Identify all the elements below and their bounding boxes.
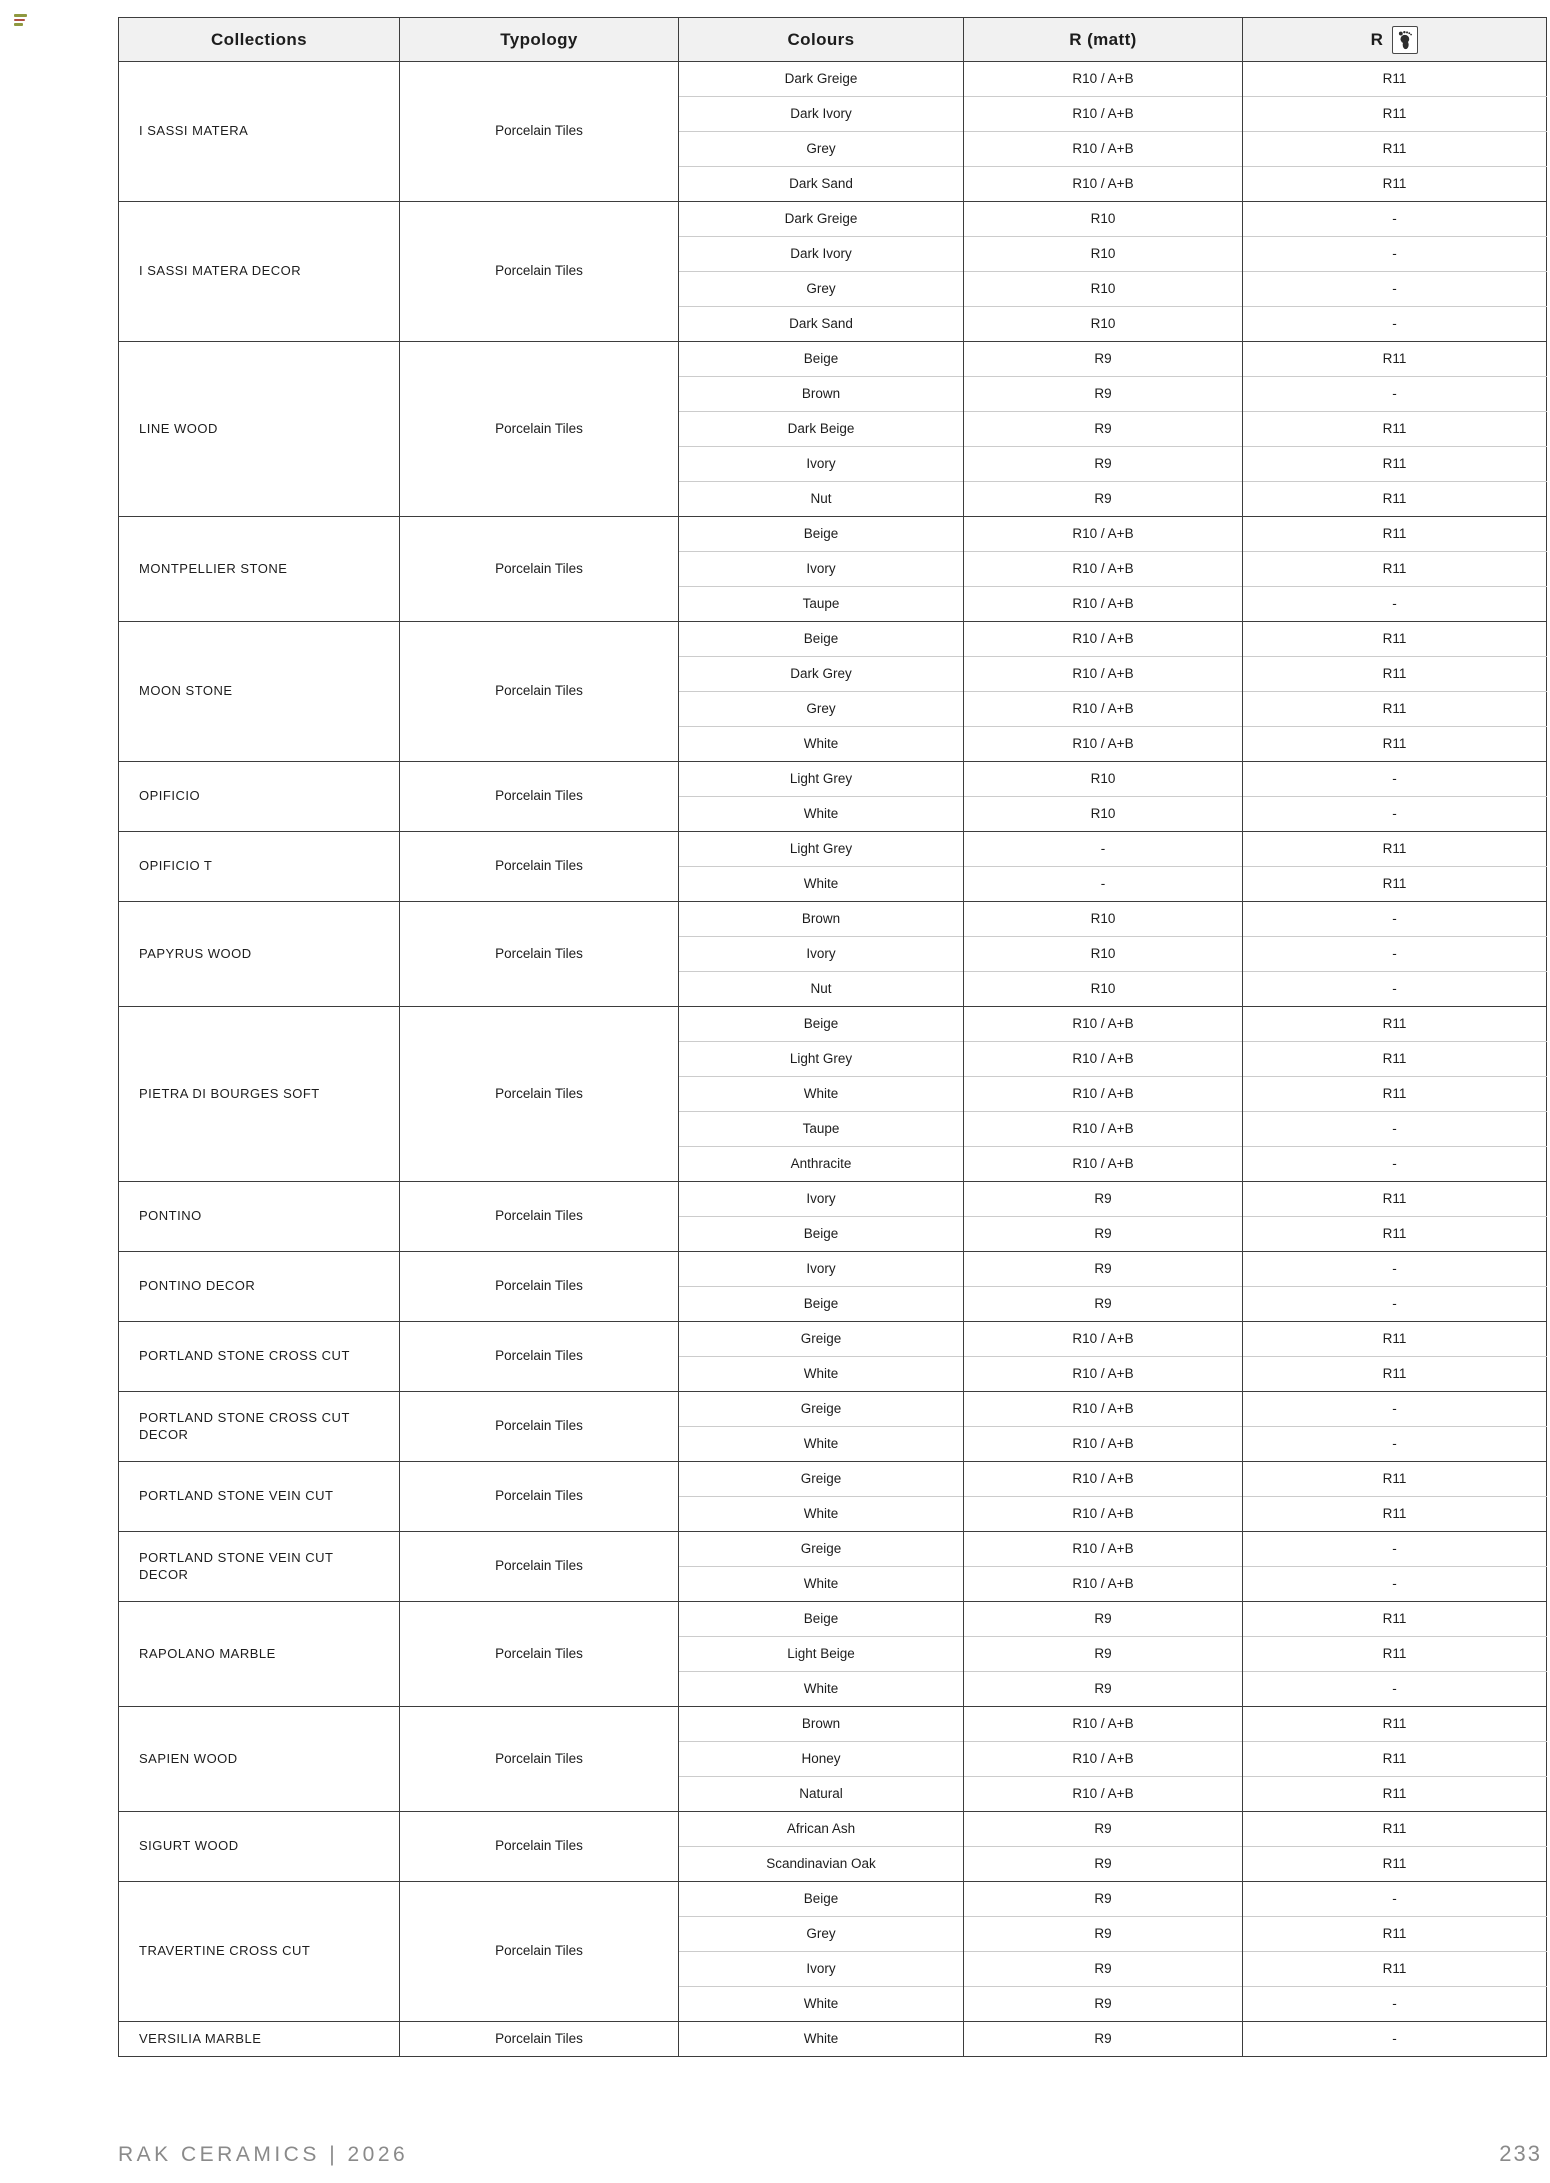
table-row (119, 832, 1547, 867)
r-structured-cell: R11 (1243, 867, 1547, 902)
r-structured-cell: R11 (1243, 832, 1547, 867)
colour-cell: Light Beige (679, 1637, 964, 1672)
r-matt-cell: R9 (964, 377, 1243, 412)
r-matt-cell: R10 (964, 202, 1243, 237)
colour-cell: Beige (679, 1217, 964, 1252)
colour-cell: White (679, 1987, 964, 2022)
colour-cell: Taupe (679, 1112, 964, 1147)
r-structured-cell: R11 (1243, 1847, 1547, 1882)
collection-typology: Porcelain Tiles (400, 1882, 679, 2022)
colour-cell: Dark Beige (679, 412, 964, 447)
slip-resistance-table (118, 17, 1547, 2057)
collection-name: RAPOLANO MARBLE (119, 1602, 400, 1707)
colour-cell: Ivory (679, 552, 964, 587)
colour-cell: Dark Ivory (679, 237, 964, 272)
collection-name: PORTLAND STONE CROSS CUT (119, 1322, 400, 1392)
r-structured-cell: R11 (1243, 1462, 1547, 1497)
r-matt-cell: R9 (964, 1287, 1243, 1322)
table-row (119, 1707, 1547, 1742)
r-structured-cell: - (1243, 762, 1547, 797)
collection-typology: Porcelain Tiles (400, 1322, 679, 1392)
r-structured-cell: - (1243, 307, 1547, 342)
collection-typology: Porcelain Tiles (400, 1707, 679, 1812)
table-row (119, 1252, 1547, 1287)
table-row (119, 1812, 1547, 1847)
r-structured-cell: - (1243, 972, 1547, 1007)
r-matt-cell: R9 (964, 1917, 1243, 1952)
r-structured-cell: R11 (1243, 1952, 1547, 1987)
r-matt-cell: R9 (964, 342, 1243, 377)
colour-cell: Dark Greige (679, 62, 964, 97)
slip-resistance-table-container (118, 17, 1547, 2057)
colour-cell: Ivory (679, 937, 964, 972)
colour-cell: Ivory (679, 1182, 964, 1217)
r-matt-cell: R10 / A+B (964, 552, 1243, 587)
r-structured-cell: - (1243, 1567, 1547, 1602)
r-structured-cell: R11 (1243, 1707, 1547, 1742)
r-structured-cell: R11 (1243, 412, 1547, 447)
colour-cell: Beige (679, 517, 964, 552)
colour-cell: Ivory (679, 447, 964, 482)
r-matt-cell: R10 / A+B (964, 167, 1243, 202)
r-structured-cell: - (1243, 202, 1547, 237)
r-matt-cell: R9 (964, 482, 1243, 517)
r-structured-cell: - (1243, 1987, 1547, 2022)
header-r-matt-label: R (matt) (1069, 29, 1137, 49)
colour-cell: Beige (679, 1882, 964, 1917)
r-structured-cell: - (1243, 902, 1547, 937)
r-structured-cell: R11 (1243, 132, 1547, 167)
collection-name: SIGURT WOOD (119, 1812, 400, 1882)
collection-name: VERSILIA MARBLE (119, 2022, 400, 2057)
colour-cell: Beige (679, 342, 964, 377)
table-header-row (119, 18, 1547, 62)
colour-cell: White (679, 1077, 964, 1112)
table-body (119, 62, 1547, 2057)
table-row (119, 1392, 1547, 1427)
collection-typology: Porcelain Tiles (400, 1532, 679, 1602)
collection-name: PAPYRUS WOOD (119, 902, 400, 1007)
table-row (119, 1532, 1547, 1567)
r-structured-cell: R11 (1243, 552, 1547, 587)
r-matt-cell: R10 (964, 902, 1243, 937)
r-structured-cell: R11 (1243, 342, 1547, 377)
r-matt-cell: R10 (964, 272, 1243, 307)
table-row (119, 202, 1547, 237)
r-structured-cell: - (1243, 1672, 1547, 1707)
table-row (119, 1882, 1547, 1917)
collection-typology: Porcelain Tiles (400, 1602, 679, 1707)
colour-cell: Dark Sand (679, 307, 964, 342)
r-structured-cell: - (1243, 797, 1547, 832)
table-row (119, 1007, 1547, 1042)
colour-cell: Ivory (679, 1952, 964, 1987)
header-typology-label: Typology (500, 29, 578, 49)
header-r-structured-label: R (1370, 29, 1384, 49)
collection-name: I SASSI MATERA (119, 62, 400, 202)
collection-typology: Porcelain Tiles (400, 517, 679, 622)
barefoot-icon (1392, 26, 1418, 54)
r-structured-cell: - (1243, 1427, 1547, 1462)
r-matt-cell: R10 (964, 937, 1243, 972)
colour-cell: Light Grey (679, 1042, 964, 1077)
r-matt-cell: - (964, 832, 1243, 867)
collection-typology: Porcelain Tiles (400, 832, 679, 902)
colour-cell: Brown (679, 1707, 964, 1742)
r-matt-cell: R10 / A+B (964, 1777, 1243, 1812)
r-structured-cell: - (1243, 377, 1547, 412)
collection-typology: Porcelain Tiles (400, 202, 679, 342)
r-matt-cell: R9 (964, 1812, 1243, 1847)
collection-typology: Porcelain Tiles (400, 1392, 679, 1462)
colour-cell: White (679, 727, 964, 762)
colour-cell: Grey (679, 1917, 964, 1952)
colour-cell: Greige (679, 1322, 964, 1357)
r-structured-cell: R11 (1243, 622, 1547, 657)
header-typology (400, 18, 679, 62)
collection-typology: Porcelain Tiles (400, 622, 679, 762)
colour-cell: Beige (679, 1287, 964, 1322)
collection-name: PONTINO DECOR (119, 1252, 400, 1322)
r-matt-cell: R10 / A+B (964, 1357, 1243, 1392)
collection-typology: Porcelain Tiles (400, 1462, 679, 1532)
r-matt-cell: R10 / A+B (964, 657, 1243, 692)
r-structured-cell: R11 (1243, 517, 1547, 552)
table-row (119, 1602, 1547, 1637)
table-row (119, 762, 1547, 797)
r-matt-cell: R10 / A+B (964, 1007, 1243, 1042)
r-matt-cell: R10 (964, 237, 1243, 272)
table-row (119, 2022, 1547, 2057)
r-structured-cell: - (1243, 1147, 1547, 1182)
r-matt-cell: R9 (964, 1952, 1243, 1987)
collection-typology: Porcelain Tiles (400, 1812, 679, 1882)
r-matt-cell: R10 / A+B (964, 1742, 1243, 1777)
r-structured-cell: R11 (1243, 482, 1547, 517)
r-structured-cell: R11 (1243, 1007, 1547, 1042)
colour-cell: Dark Ivory (679, 97, 964, 132)
r-matt-cell: R9 (964, 1672, 1243, 1707)
page-number: 233 (1499, 2141, 1542, 2166)
r-matt-cell: R10 / A+B (964, 622, 1243, 657)
r-structured-cell: - (1243, 1112, 1547, 1147)
collection-typology: Porcelain Tiles (400, 1252, 679, 1322)
r-matt-cell: R10 / A+B (964, 1532, 1243, 1567)
r-structured-cell: - (1243, 1287, 1547, 1322)
colour-cell: White (679, 2022, 964, 2057)
colour-cell: White (679, 1567, 964, 1602)
colour-cell: Grey (679, 692, 964, 727)
r-matt-cell: R10 / A+B (964, 1707, 1243, 1742)
r-matt-cell: R10 / A+B (964, 1147, 1243, 1182)
r-matt-cell: R9 (964, 1987, 1243, 2022)
r-structured-cell: R11 (1243, 1917, 1547, 1952)
r-matt-cell: R10 / A+B (964, 1567, 1243, 1602)
colour-cell: Taupe (679, 587, 964, 622)
colour-cell: White (679, 1427, 964, 1462)
r-structured-cell: R11 (1243, 1357, 1547, 1392)
colour-cell: Beige (679, 1007, 964, 1042)
r-matt-cell: R10 / A+B (964, 1112, 1243, 1147)
collection-typology: Porcelain Tiles (400, 762, 679, 832)
r-structured-cell: - (1243, 237, 1547, 272)
colour-cell: Ivory (679, 1252, 964, 1287)
table-row (119, 1462, 1547, 1497)
table-row (119, 1322, 1547, 1357)
corner-mark-icon (14, 14, 28, 26)
header-r-structured (1243, 18, 1547, 62)
collection-name: PORTLAND STONE VEIN CUT (119, 1462, 400, 1532)
r-matt-cell: R10 (964, 762, 1243, 797)
r-matt-cell: R10 (964, 797, 1243, 832)
r-structured-cell: R11 (1243, 1812, 1547, 1847)
r-structured-cell: - (1243, 272, 1547, 307)
r-structured-cell: - (1243, 1532, 1547, 1567)
colour-cell: White (679, 867, 964, 902)
collection-name: PONTINO (119, 1182, 400, 1252)
r-matt-cell: R9 (964, 1252, 1243, 1287)
r-structured-cell: R11 (1243, 657, 1547, 692)
r-structured-cell: R11 (1243, 1742, 1547, 1777)
r-structured-cell: - (1243, 2022, 1547, 2057)
colour-cell: Greige (679, 1462, 964, 1497)
r-matt-cell: - (964, 867, 1243, 902)
r-structured-cell: R11 (1243, 692, 1547, 727)
collection-typology: Porcelain Tiles (400, 1182, 679, 1252)
collection-name: LINE WOOD (119, 342, 400, 517)
r-matt-cell: R10 / A+B (964, 517, 1243, 552)
colour-cell: Anthracite (679, 1147, 964, 1182)
collection-name: OPIFICIO (119, 762, 400, 832)
r-matt-cell: R10 / A+B (964, 1077, 1243, 1112)
header-collections-label: Collections (210, 29, 308, 49)
colour-cell: Brown (679, 377, 964, 412)
r-matt-cell: R10 / A+B (964, 692, 1243, 727)
r-structured-cell: - (1243, 1882, 1547, 1917)
table-row (119, 62, 1547, 97)
colour-cell: Dark Grey (679, 657, 964, 692)
collection-name: PORTLAND STONE CROSS CUT DECOR (119, 1392, 400, 1462)
r-matt-cell: R10 / A+B (964, 97, 1243, 132)
r-matt-cell: R10 / A+B (964, 62, 1243, 97)
r-matt-cell: R10 / A+B (964, 1322, 1243, 1357)
r-structured-cell: R11 (1243, 97, 1547, 132)
r-matt-cell: R9 (964, 1637, 1243, 1672)
r-matt-cell: R9 (964, 1882, 1243, 1917)
colour-cell: White (679, 1357, 964, 1392)
table-row (119, 902, 1547, 937)
footer-brand: RAK CERAMICS | 2026 (118, 2143, 409, 2166)
page-footer (118, 2141, 1542, 2167)
r-structured-cell: - (1243, 1252, 1547, 1287)
table-row (119, 517, 1547, 552)
r-structured-cell: R11 (1243, 1602, 1547, 1637)
r-matt-cell: R10 / A+B (964, 1462, 1243, 1497)
header-colours-label: Colours (787, 29, 855, 49)
r-matt-cell: R9 (964, 1182, 1243, 1217)
collection-name: PIETRA DI BOURGES SOFT (119, 1007, 400, 1182)
table-row (119, 622, 1547, 657)
r-matt-cell: R10 / A+B (964, 1427, 1243, 1462)
r-structured-cell: R11 (1243, 1322, 1547, 1357)
r-matt-cell: R10 / A+B (964, 1042, 1243, 1077)
collection-typology: Porcelain Tiles (400, 1007, 679, 1182)
collection-typology: Porcelain Tiles (400, 342, 679, 517)
r-structured-cell: R11 (1243, 1042, 1547, 1077)
r-structured-cell: R11 (1243, 1497, 1547, 1532)
collection-name: TRAVERTINE CROSS CUT (119, 1882, 400, 2022)
r-matt-cell: R9 (964, 1847, 1243, 1882)
r-structured-cell: R11 (1243, 167, 1547, 202)
r-structured-cell: R11 (1243, 447, 1547, 482)
colour-cell: Dark Greige (679, 202, 964, 237)
collection-typology: Porcelain Tiles (400, 902, 679, 1007)
collection-name: SAPIEN WOOD (119, 1707, 400, 1812)
r-structured-cell: R11 (1243, 727, 1547, 762)
r-structured-cell: R11 (1243, 1777, 1547, 1812)
r-structured-cell: R11 (1243, 1637, 1547, 1672)
r-matt-cell: R10 / A+B (964, 587, 1243, 622)
r-matt-cell: R9 (964, 447, 1243, 482)
colour-cell: Natural (679, 1777, 964, 1812)
r-matt-cell: R10 (964, 972, 1243, 1007)
r-matt-cell: R9 (964, 412, 1243, 447)
r-structured-cell: R11 (1243, 1077, 1547, 1112)
header-r-matt (964, 18, 1243, 62)
colour-cell: Beige (679, 622, 964, 657)
r-structured-cell: - (1243, 1392, 1547, 1427)
r-structured-cell: R11 (1243, 62, 1547, 97)
colour-cell: Nut (679, 482, 964, 517)
collection-name: MONTPELLIER STONE (119, 517, 400, 622)
collection-name: I SASSI MATERA DECOR (119, 202, 400, 342)
colour-cell: White (679, 1672, 964, 1707)
colour-cell: African Ash (679, 1812, 964, 1847)
table-row (119, 342, 1547, 377)
colour-cell: Dark Sand (679, 167, 964, 202)
colour-cell: Grey (679, 132, 964, 167)
r-matt-cell: R10 / A+B (964, 1497, 1243, 1532)
r-matt-cell: R9 (964, 1602, 1243, 1637)
colour-cell: Beige (679, 1602, 964, 1637)
collection-typology: Porcelain Tiles (400, 2022, 679, 2057)
r-matt-cell: R9 (964, 2022, 1243, 2057)
colour-cell: Greige (679, 1532, 964, 1567)
r-structured-cell: R11 (1243, 1217, 1547, 1252)
collection-typology: Porcelain Tiles (400, 62, 679, 202)
header-colours (679, 18, 964, 62)
colour-cell: Light Grey (679, 832, 964, 867)
colour-cell: White (679, 797, 964, 832)
r-matt-cell: R10 / A+B (964, 132, 1243, 167)
table-row (119, 1182, 1547, 1217)
r-structured-cell: - (1243, 587, 1547, 622)
colour-cell: Brown (679, 902, 964, 937)
r-matt-cell: R10 / A+B (964, 727, 1243, 762)
r-matt-cell: R10 (964, 307, 1243, 342)
r-structured-cell: R11 (1243, 1182, 1547, 1217)
r-matt-cell: R9 (964, 1217, 1243, 1252)
colour-cell: Scandinavian Oak (679, 1847, 964, 1882)
colour-cell: Light Grey (679, 762, 964, 797)
header-collections (119, 18, 400, 62)
collection-name: PORTLAND STONE VEIN CUT DECOR (119, 1532, 400, 1602)
colour-cell: White (679, 1497, 964, 1532)
r-matt-cell: R10 / A+B (964, 1392, 1243, 1427)
colour-cell: Honey (679, 1742, 964, 1777)
colour-cell: Greige (679, 1392, 964, 1427)
collection-name: MOON STONE (119, 622, 400, 762)
r-structured-cell: - (1243, 937, 1547, 972)
colour-cell: Grey (679, 272, 964, 307)
collection-name: OPIFICIO T (119, 832, 400, 902)
colour-cell: Nut (679, 972, 964, 1007)
